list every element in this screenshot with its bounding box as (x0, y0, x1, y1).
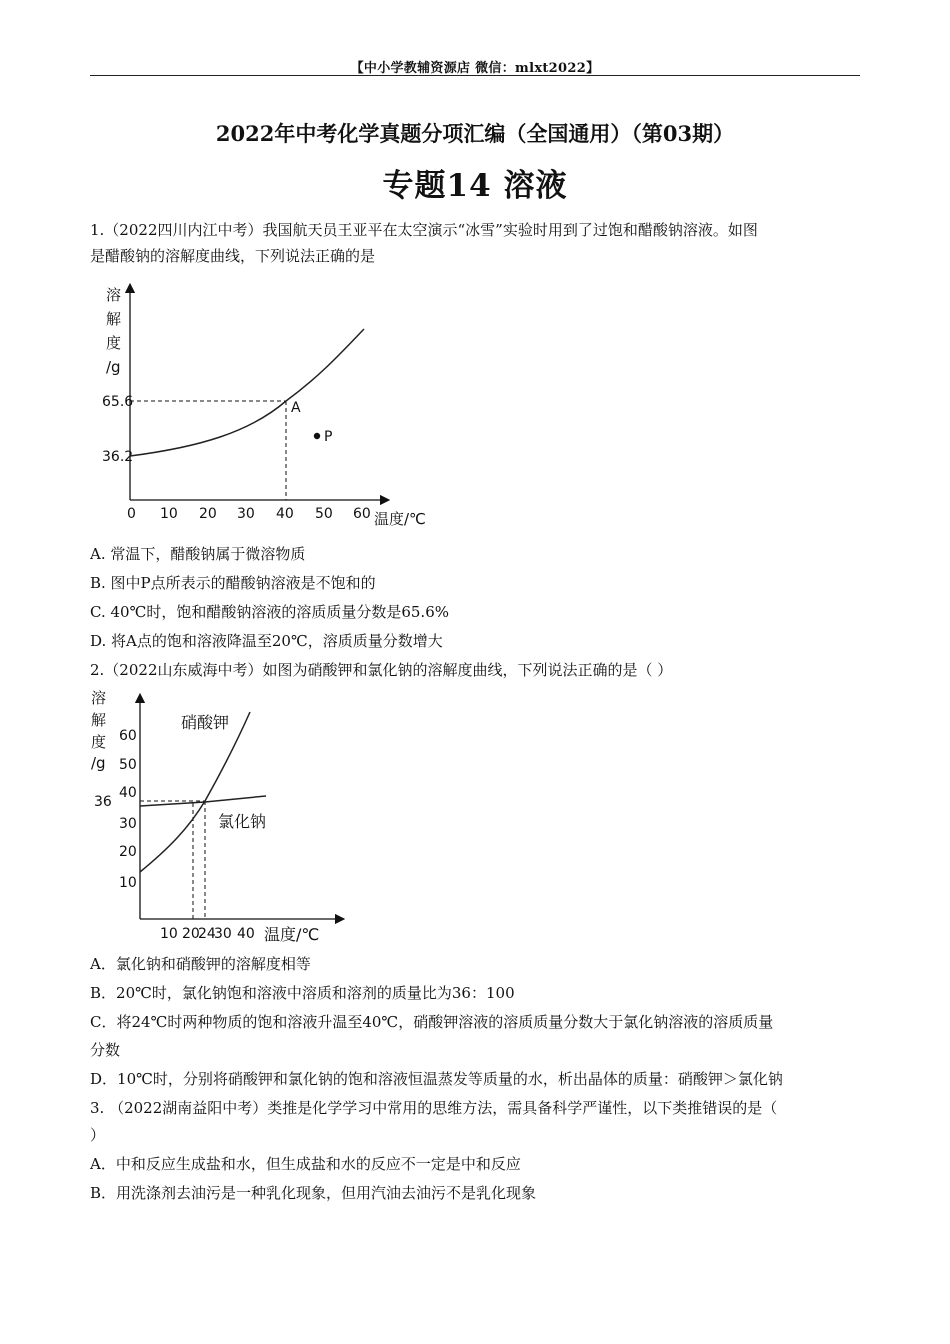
q1-ylabel-0: 溶 (106, 286, 122, 304)
q1-ylabel-1: 解 (106, 310, 122, 328)
q2-ylabel-1: 解 (91, 711, 107, 729)
q2-xtick-20: 20 (182, 926, 200, 942)
q2-option-a: A．氯化钠和硝酸钾的溶解度相等 (90, 955, 311, 973)
q1-xtick-1: 10 (160, 506, 178, 522)
q2-label-potassium-nitrate: 硝酸钾 (181, 713, 230, 732)
q2-option-c-line2: 分数 (90, 1041, 121, 1059)
q1-xlabel: 温度/℃ (374, 510, 426, 528)
q2-xtick-30: 30 (214, 926, 232, 942)
q1-option-a: A. 常温下，醋酸钠属于微溶物质 (90, 545, 306, 563)
q2-ylabel-3: /g (91, 754, 106, 772)
q2-curve-potassium-nitrate (140, 712, 250, 872)
q2-xtick-24: 24 (198, 926, 216, 942)
q2-solubility-chart (88, 684, 358, 946)
q2-stem: 2.（2022山东威海中考）如图为硝酸钾和氯化钠的溶解度曲线，下列说法正确的是（ ） (90, 661, 673, 679)
q1-ytick-0: 36.2 (102, 449, 134, 465)
q1-point-p-label: P (324, 429, 333, 445)
q2-ytick-10: 10 (119, 875, 137, 891)
q1-stem-line2: 是醋酸钠的溶解度曲线，下列说法正确的是 (90, 247, 376, 265)
q1-xtick-0: 0 (127, 506, 136, 522)
q2-option-b: B．20℃时，氯化钠饱和溶液中溶质和溶剂的质量比为36：100 (90, 984, 515, 1002)
q1-ylabel-3: /g (106, 358, 121, 376)
q1-option-d: D. 将A点的饱和溶液降温至20℃，溶质质量分数增大 (90, 632, 443, 650)
q2-ytick-30: 30 (119, 816, 137, 832)
q1-xtick-5: 50 (315, 506, 333, 522)
q1-stem-line1: 1.（2022四川内江中考）我国航天员王亚平在太空演示“冰雪”实验时用到了过饱和醋酸钠溶液。如图 (90, 221, 758, 239)
q1-point-p (314, 433, 320, 439)
q1-xtick-2: 20 (199, 506, 217, 522)
q3-option-a: A．中和反应生成盐和水，但生成盐和水的反应不一定是中和反应 (90, 1155, 521, 1173)
q3-stem-line2: ） (90, 1126, 106, 1144)
q1-point-a-label: A (291, 400, 301, 416)
q2-ytick-40: 40 (119, 785, 137, 801)
q2-xlabel: 温度/℃ (264, 925, 320, 944)
q2-xtick-40: 40 (237, 926, 255, 942)
q2-ytick-60: 60 (119, 728, 137, 744)
q3-stem-line1: 3. （2022湖南益阳中考）类推是化学学习中常用的思维方法，需具备科学严谨性，以下类推错误的是（ (90, 1099, 778, 1117)
document-title: 2022年中考化学真题分项汇编（全国通用）（第03期） (215, 121, 735, 146)
q2-option-d: D．10℃时，分别将硝酸钾和氯化钠的饱和溶液恒温蒸发等质量的水，析出晶体的质量：硝酸钾＞氯化钠 (90, 1070, 783, 1088)
q2-ytick-50: 50 (119, 757, 137, 773)
q2-option-c-line1: C．将24℃时两种物质的饱和溶液升温至40℃，硝酸钾溶液的溶质质量分数大于氯化钠溶液的溶质质量 (90, 1013, 774, 1031)
q1-ylabel-2: 度 (106, 334, 122, 352)
q1-option-b: B. 图中P点所表示的醋酸钠溶液是不饱和的 (90, 574, 376, 592)
q1-ytick-1: 65.6 (102, 394, 134, 410)
q1-option-c: C. 40℃时，饱和醋酸钠溶液的溶质质量分数是65.6% (90, 603, 449, 621)
q1-xtick-3: 30 (237, 506, 255, 522)
q2-ytick-20: 20 (119, 844, 137, 860)
q2-ytick-36: 36 (94, 794, 112, 810)
q3-option-b: B．用洗涤剂去油污是一种乳化现象，但用汽油去油污不是乳化现象 (90, 1184, 537, 1202)
header-rule (90, 75, 860, 76)
q2-xtick-10: 10 (160, 926, 178, 942)
q1-xtick-4: 40 (276, 506, 294, 522)
q2-label-sodium-chloride: 氯化钠 (218, 812, 267, 831)
q2-ylabel-0: 溶 (91, 689, 107, 707)
header-note: 【中小学教辅资源店 微信：mlxt2022】 (350, 61, 600, 76)
q1-solubility-chart (100, 282, 440, 532)
q2-ylabel-2: 度 (91, 733, 107, 751)
document-subtitle: 专题14 溶液 (382, 168, 568, 204)
q1-xtick-6: 60 (353, 506, 371, 522)
